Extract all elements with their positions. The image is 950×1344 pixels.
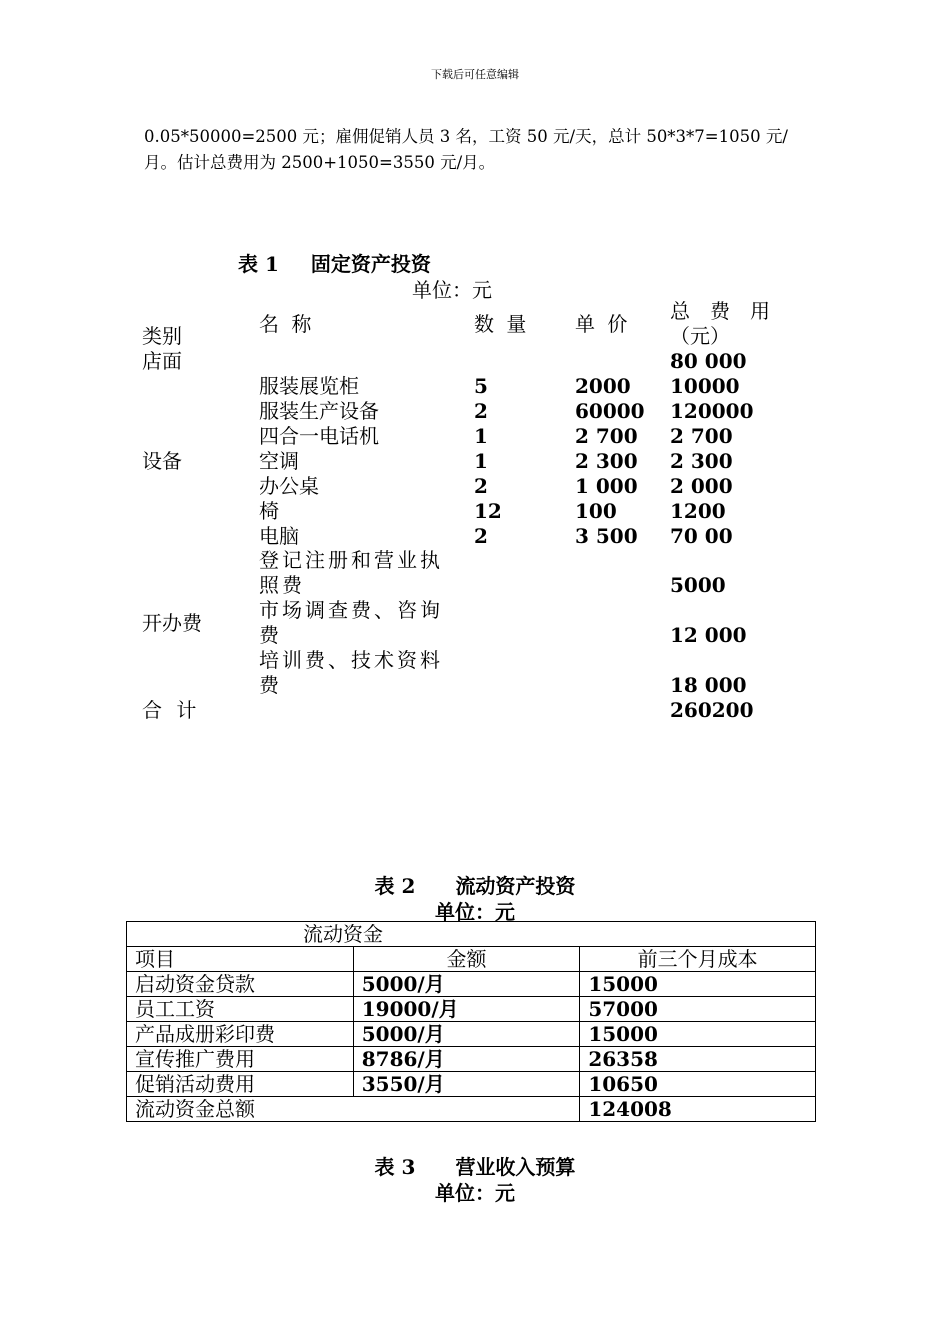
table2-total-label: 流动资金总额: [127, 1097, 580, 1122]
table2-row: [127, 997, 816, 1022]
table1-equipment-total: 10000: [670, 374, 740, 398]
table1-sum-total: 260200: [670, 698, 754, 722]
table1-group-store: 店面: [142, 349, 182, 373]
table2-row: [127, 972, 816, 997]
table1-unit: 单位：元: [412, 278, 492, 302]
table2-cell-item: 产品成册彩印费: [127, 1022, 354, 1047]
table2-total-row: [127, 1097, 816, 1122]
table1-group-equipment: 设备: [142, 449, 182, 473]
table2-cell-amount: 3550/月: [353, 1072, 580, 1097]
table2-total-value: 124008: [580, 1097, 816, 1122]
table2: [126, 921, 816, 1122]
table2-cell-item: 促销活动费用: [127, 1072, 354, 1097]
intro-paragraph: 0.05*50000=2500 元；雇佣促销人员 3 名，工资 50 元/天，总计 50*3*7=1050 元/月。估计总费用为 2500+1050=3550 元/月。: [144, 127, 788, 172]
table2-row: [127, 1072, 816, 1097]
table1-equipment-price: 2 300: [575, 449, 638, 473]
table2-label: 表 2: [374, 874, 416, 898]
table1-equipment-name: 办公桌: [259, 474, 319, 498]
page-header-note: 下载后可任意编辑: [431, 68, 519, 81]
table1-equipment-price: 3 500: [575, 524, 638, 548]
table2-cell-cost3: 57000: [580, 997, 816, 1022]
table1-header-total-line1: 总 费 用: [670, 299, 770, 323]
table2-unit: 单位：元: [435, 900, 515, 924]
table1-equipment-name: 服装生产设备: [259, 399, 379, 423]
table1-equipment-total: 2 000: [670, 474, 733, 498]
table1-equipment-name: 电脑: [259, 524, 299, 548]
table1-store-total: 80 000: [670, 349, 747, 373]
table1-equipment-price: 2 700: [575, 424, 638, 448]
table2-header-row: [127, 947, 816, 972]
table1-equipment-price: 60000: [575, 399, 645, 423]
table3-title-text: 营业收入预算: [455, 1155, 576, 1179]
table1-startup-name: 登记注册和营业执照费: [259, 548, 443, 597]
table1-header-name: 名 称: [259, 312, 315, 336]
table1-label: 表 1: [238, 252, 279, 276]
table2-section-row: [127, 922, 816, 947]
table2-cell-item: 宣传推广费用: [127, 1047, 354, 1072]
table2-cell-item: 员工工资: [127, 997, 354, 1022]
table1-equipment-name: 四合一电话机: [259, 424, 379, 448]
table1-equipment-price: 100: [575, 499, 617, 523]
table1-equipment-total: 2 700: [670, 424, 733, 448]
table2-cell-amount: 5000/月: [353, 1022, 580, 1047]
table1-header-category: 类别: [142, 324, 182, 348]
table1-equipment-total: 70 00: [670, 524, 733, 548]
table1-equipment-qty: 1: [474, 424, 488, 448]
table1-equipment-name: 椅: [259, 499, 279, 523]
table2-title: [0, 870, 950, 899]
table2-row: [127, 1047, 816, 1072]
table2-body: [127, 972, 816, 1097]
table2-section: 流动资金: [127, 922, 816, 947]
table1-startup-name: 市场调查费、咨询费: [259, 598, 443, 647]
table1-equipment-name: 空调: [259, 449, 299, 473]
table2-header-cost3: 前三个月成本: [580, 947, 816, 972]
table1-equipment-price: 2000: [575, 374, 631, 398]
table1-equipment-qty: 5: [474, 374, 488, 398]
table2-cell-cost3: 15000: [580, 1022, 816, 1047]
table1-startup-total: 12 000: [670, 623, 747, 647]
table1-header-qty: 数 量: [474, 312, 530, 336]
table1-title-text: 固定资产投资: [310, 252, 431, 276]
table1-header-price: 单 价: [575, 312, 631, 336]
table1-group-sum: 合 计: [142, 698, 201, 722]
table1-startup-total: 18 000: [670, 673, 747, 697]
table1-startup-name: 培训费、技术资料费: [259, 648, 443, 697]
table1-equipment-total: 1200: [670, 499, 726, 523]
table3-unit: 单位：元: [435, 1181, 515, 1205]
table1-startup-total: 5000: [670, 573, 726, 597]
table1-equipment-total: 2 300: [670, 449, 733, 473]
table2-header-amount: 金额: [353, 947, 580, 972]
table2-title-text: 流动资产投资: [455, 874, 576, 898]
table2-header-item: 项目: [127, 947, 354, 972]
table3-title: [0, 1151, 950, 1180]
table1-header-total-line2: （元）: [670, 324, 730, 348]
table1-equipment-qty: 2: [474, 399, 488, 423]
table1-equipment-qty: 12: [474, 499, 502, 523]
table1-equipment-qty: 2: [474, 474, 488, 498]
table2-cell-amount: 8786/月: [353, 1047, 580, 1072]
table2-cell-amount: 5000/月: [353, 972, 580, 997]
table1-title: [238, 248, 431, 277]
table2-cell-cost3: 15000: [580, 972, 816, 997]
table2-cell-cost3: 10650: [580, 1072, 816, 1097]
table1-equipment-price: 1 000: [575, 474, 638, 498]
table1-equipment-name: 服装展览柜: [259, 374, 359, 398]
table2-cell-item: 启动资金贷款: [127, 972, 354, 997]
table1-group-startup: 开办费: [142, 611, 202, 635]
table3-label: 表 3: [374, 1155, 416, 1179]
table2-cell-amount: 19000/月: [353, 997, 580, 1022]
table2-row: [127, 1022, 816, 1047]
table2-cell-cost3: 26358: [580, 1047, 816, 1072]
table1-equipment-total: 120000: [670, 399, 754, 423]
table1-equipment-qty: 2: [474, 524, 488, 548]
table1-equipment-qty: 1: [474, 449, 488, 473]
